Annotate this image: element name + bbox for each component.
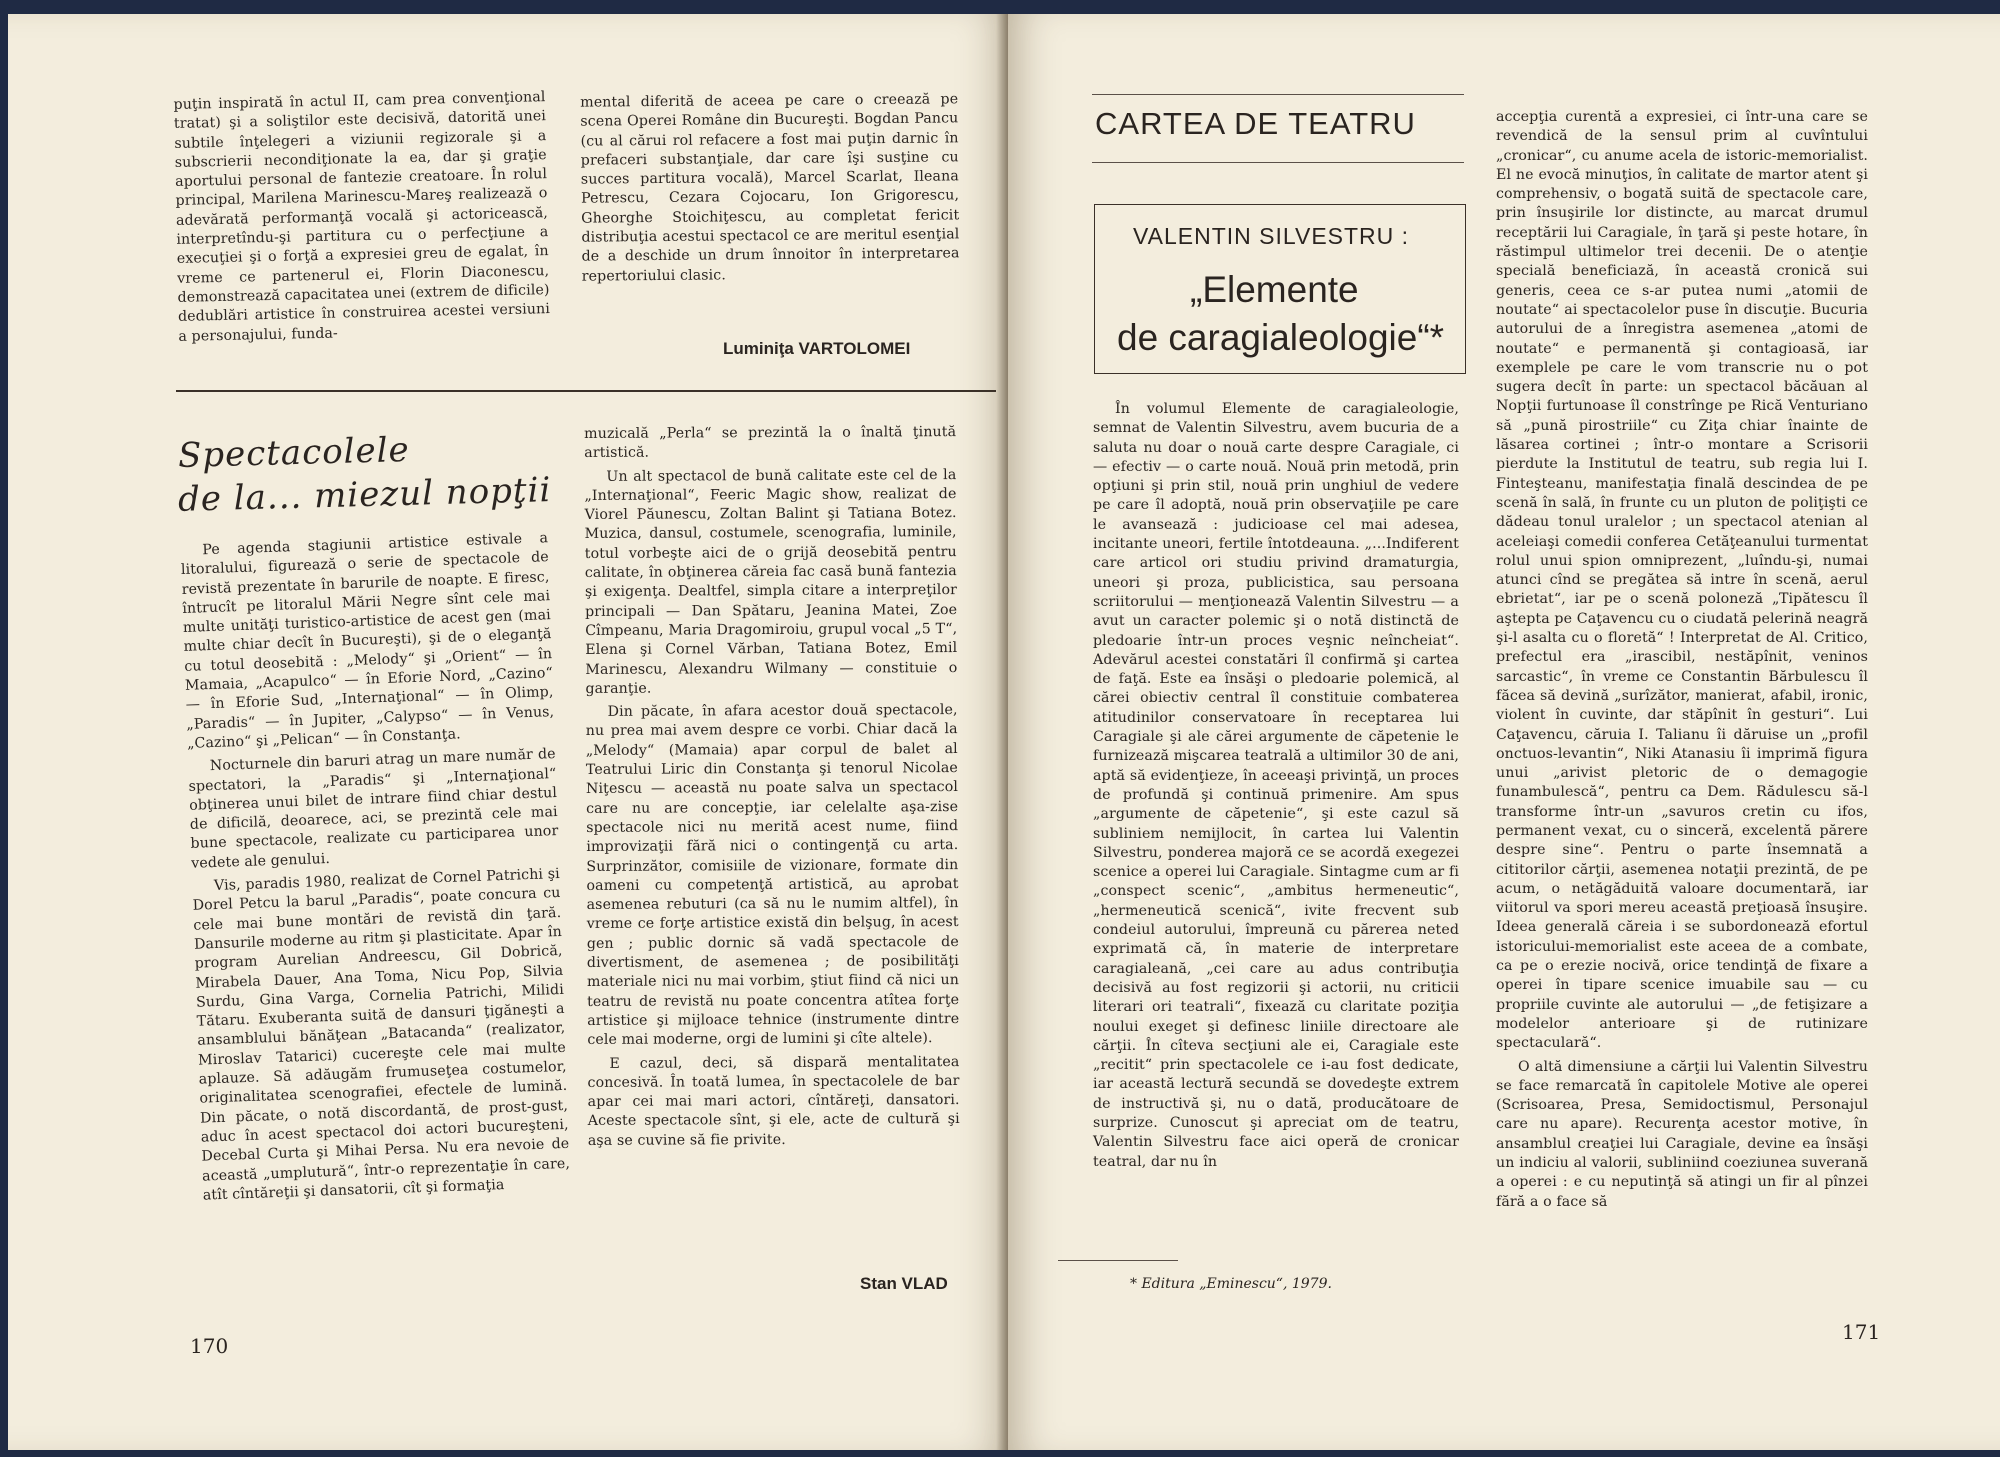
paragraph: Din păcate, în afara acestor două spectacole, nu prea mai avem despre ce vorbi. Chiar dacă la „Melody“ (Mamaia) apar corpul de balet al Teatrului Liric din Constanţa şi tenorul Nicolae Niţescu — această nu poate salva un spectacol care nu are concepţie, iar celelalte aşa-zise spectacole nici nu merită acest nume, fiind improvizaţii fără nici o contingenţă cu arta. Surprinzător, comisiile de vizionare, formate din oameni cu competenţă artistică, au aprobat asemenea rebuturi (ca să nu le numim altfel), în vreme ce forţe artistice există din belşug, în acest gen ; public dornic să vadă spectacole de divertisment, de asemenea ; de posibilităţi materiale nici nu mai vorbim, ştiut fiind că nici un teatru de revistă nu poate concentra atîtea forţe artistice şi mijloace tehnice (instrumente dintre cele mai moderne, orgi de lumini şi cîte altele). [585,702,960,1049]
footnote-rule [1058,1260,1178,1261]
paragraph: Un alt spectacol de bună calitate este cel de la „Internaţional“, Feeric Magic show, realizat de Viorel Păunescu, Zoltan Balint şi Tatiana Botez. Muzica, dansul, costumele, scenografia, luminile, totul vorbeşte aici de o grijă deosebită pentru calitate, în obţinerea căreia fac casă bună fantezia şi exigenţa. Dealtfel, simpla citare a interpreţilor principali — Dan Spătaru, Jeanina Matei, Zoe Cîmpeanu, Maria Dragomiroiu, grupul vocal „5 T“, Elena şi Cornel Vărban, Tatiana Botez, Emil Marinescu, Alexandru Wilmany — constituie o garanţie. [584,466,958,697]
paragraph: muzicală „Perla“ se prezintă la o înaltă ţinută artistică. [584,424,957,462]
section-rule-bottom [1092,162,1464,163]
book-title-line2: de caragialeologie“* [1117,317,1445,358]
paragraph: Nocturnele din baruri atrag un mare număr de spectatori, la „Paradis“ şi „Internaţional“ obţinerea unui bilet de intrare fiind chiar destul de dificilă, deoarece, aci, se prezintă cele mai bune spectacole, realizate cu participarea unor vedete ale genului. [188,746,559,872]
right-col1 [1093,400,1459,1176]
signature-vlad: Stan VLAD [860,1274,948,1293]
footnote: * Editura „Eminescu“, 1979. [1130,1276,1332,1292]
paragraph: E cazul, deci, să dispară mentalitatea concesivă. În toată lumea, în spectacolele de bar apar cei mai mari actori, cîntăreţi, dansatori. Aceste spectacole sînt, şi ele, acte de cultură şi aşa se cuvine să fie privite. [587,1053,960,1149]
paragraph: mental diferită de aceea pe care o creează pe scena Operei Române din Bucureşti. Bogdan Pancu (cu al cărui rol refacere a fost mai puţin darnic în prefaceri substanţiale, dar care îşi susţine cu succes partitura vocală), Marcel Scarlat, Ileana Petrescu, Cezara Cojocaru, Ion Grigorescu, Gheorghe Stoichiţescu, au completat fericit distribuţia acestui spectacol ce are meritul esenţial de a deschide un drum înnoitor în interpretarea repertoriului clasic. [580,91,960,285]
left-col1-article [180,529,571,1210]
right-page [1008,14,2000,1450]
paragraph: Pe agenda stagiunii artistice estivale a litoralului, figurează o serie de spectacole de revistă prezentate în barurile de noapte. E firesc, întrucît pe litoralul Mării Negre sînt cele mai multe unităţi turistico-artistice de acest gen (mai multe chiar decît în Bucureşti), şi de o eleganţă cu totul deosebită : „Melody“ şi „Orient“ — în Mamaia, „Acapulco“ — în Eforie Nord, „Cazino“ — în Eforie Sud, „Internaţional“ — în Olimp, „Paradis“ — în Jupiter, „Calypso“ — în Venus, „Cazino“ şi „Pelican“ — în Constanţa. [180,530,555,752]
signature-vartolomei: Luminiţa VARTOLOMEI [723,339,911,358]
article-heading-line2: de la... miezul nopţii [177,470,552,520]
paragraph: accepţia curentă a expresiei, ci într-una care se revendică de la sensul prim al cuvîntului „cronicar“, cu anume acela de istoric-memorialist. El ne evocă minuţios, în calitate de martor atent şi comprehensiv, o bogată suită de spectacole care, prin însuşirile lor distincte, au marcat drumul receptării lui Caragiale, în ţară şi peste hotare, în răstimpul ultimelor trei decenii. De o atenţie specială beneficiază, în această cronică sui generis, ceea ce s-ar putea numi „atomii de noutate“ ai spectacolelor puse în discuţie. Bucuria autorului de a înregistra asemenea „atomi de noutate“ e permanentă şi contagioasă, iar exemplele pe care le vom transcrie nu o pot sugera decît în parte: un spectacol băcăuan al Nopţii furtunoase îl constrînge pe Rică Venturiano să „pună pirostriile“ cu Ziţa chiar înainte de lăsarea cortinei ; într-o montare a Scrisorii pierdute la Institutul de teatru, sub regia lui I. Finteşteanu, manifestaţia finală descindea de pe scenă în sală, în frunte cu un pluton de poliţişti ce dădeau tonul uralelor ; un spectacol atenian al aceleiaşi comedii conferea Cetăţeanului turmentat rolul unui spion omniprezent, „luîndu-şi, numai atunci cînd se pregătea să intre în scenă, aerul ebrietat“, iar pe o scenă poloneză „Tipătescu îl aştepta pe Caţavencu cu o ciudată pelerină neagră şi-l asalta cu o floretă“ ! Interpretat de Al. Critico, prefectul era „irascibil, nestăpînit, veninos sarcastic“, în vreme ce Constantin Bărbulescu îl făcea să devină „surîzător, manierat, afabil, ironic, violent în cuvinte, dar stăpînit în gesturi“. Lui Caţavencu, căruia I. Talianu îi dăruise un „profil onctuos-levantin“, Niki Atanasiu îi imprimă figura unui „arivist pletoric de o demagogie funambulescă“, pentru ca Dem. Rădulescu să-l transforme într-un „savuros cretin cu ifos, permanent vexat, cu o sinceră, excelentă părere despre sine“. Pentru o parte însemnată a cititorilor cărţii, asemenea notaţii prezintă, de pe acum, o netăgăduită valoare documentară, iar viitorul va spori mereu această preţioasă însuşire. Ideea generală căreia i se subordonează efortul istoricului-memorialist este aceea de a combate, ca pe o erezie nocivă, orice tendinţă de fixare a operei în tipare scenice imuabile sau — cu propriile cuvinte ale autorului — „de fetişizare a modelelor anterioare şi de rutinizare spectaculară“. [1496,109,1868,1052]
page-number-left: 170 [190,1334,229,1358]
right-col2 [1496,108,1868,1216]
section-rule-top [1092,94,1464,95]
paragraph: O altă dimensiune a cărţii lui Valentin Silvestru se face remarcată în capitolele Motive ale operei (Scrisoarea, Presa, Semidoctismul, Personajul care nu apare). Recurenţa acestor motive, în ansamblul creaţiei lui Caragiale, devine ea însăşi un indiciu al valorii, subliniind coeziunea suverană a operei : e cu neputinţă să atingi un fir al pînzei fără a o face să [1496,1058,1868,1210]
divider [176,390,996,392]
page-number-right: 171 [1842,1320,1881,1344]
left-col2-article [584,423,960,1155]
article-heading-line1: Spectacolele [177,429,411,477]
author-name: VALENTIN SILVESTRU : [1133,223,1410,249]
left-col1-top [173,88,550,351]
left-page [8,14,1008,1450]
book-title-line1: „Elemente [1190,269,1359,310]
title-box [1094,204,1466,374]
paragraph: puţin inspirată în actul II, cam prea convenţional tratat) şi a soliştilor este decisivă, datorită unei subtile înţelegeri a viziunii regizorale şi a subscrierii necondiţionate la ea, dar şi graţie aportului personal de fantezie creatoare. În rolul principal, Marilena Marinescu-Mareş realizează o adevărată performanţă vocală şi actoricească, interpretîndu-şi partitura cu o perfecţiune a execuţiei şi o forţă a expresiei greu de egalat, în vreme ce partenerul ei, Florin Diaconescu, demonstrează capacitatea unei (extrem de dificile) dedublări artistice în construirea acestei versiuni a personajului, funda- [173,89,551,345]
left-col2-top [580,90,960,290]
paragraph: În volumul Elemente de caragialeologie, semnat de Valentin Silvestru, avem bucuria de a saluta nu doar o nouă carte despre Caragiale, ci — efectiv — o carte nouă. Nouă prin metodă, prin opţiuni şi prin stil, nouă prin unghiul de vedere pe care îl adoptă, nouă prin observaţiile pe care le avansează : judicioase cel mai adesea, incitante uneori, fertile întotdeauna. „...Indiferent care articol ori studiu privind dramaturgia, uneori şi proza, publicistica, sau persoana scriitorului — menţionează Valentin Silvestru — a avut un caracter polemic şi o notă distinctă de pledoarie într-un proces veşnic neîncheiat“. Adevărul acestei constatări îl confirmă şi cartea de faţă. Este ea însăşi o pledoarie polemică, al cărei obiectiv central îl constituie combaterea atitudinilor conservatoare în receptarea lui Caragiale şi ale cărei argumente de căpetenie le furnizează mişcarea teatrală a ultimilor 30 de ani, aptă să evidenţieze, în aceeaşi privinţă, un proces de profundă şi continuă primenire. Am spus „argumente de căpetenie“, şi este cazul să subliniem nemijlocit, în cartea lui Valentin Silvestru, ponderea majoră ce se acordă exegezei scenice a operei lui Caragiale. Sintagme cum ar fi „conspect scenic“, „ambitus hermeneutic“, „hermeneutică scenică“, ivite frecvent sub condeiul autorului, împreună cu părerea neted exprimată că, în materie de interpretare caragialeană, „cei care au adus contribuţia decisivă au fost regizorii şi actorii, nu criticii literari ori teatrali“, fixează cu claritate poziţia noului exeget şi definesc liniile directoare ale cărţii. În cîteva secţiuni ale ei, Caragiale este „recitit“ prin spectacolele ce i-au fost dedicate, iar această lectură secundă se dovedeşte extrem de instructivă şi, nu o dată, producătoare de surprize. Cunoscut şi apreciat om de teatru, Valentin Silvestru face aici operă de cronicar teatral, dar nu în [1093,401,1459,1170]
section-title: CARTEA DE TEATRU [1095,106,1416,141]
paragraph: Vis, paradis 1980, realizat de Cornel Patrichi şi Dorel Petcu la barul „Paradis“, poate concura cu cele mai bune montări de revistă din ţară. Dansurile moderne au ritm şi plasticitate. Apar în program Aurelian Andreescu, Gil Dobrică, Mirabela Dauer, Ana Toma, Nicu Pop, Silvia Surdu, Gina Varga, Cornelia Patrichi, Milidi Tătaru. Exuberanta suită de dansuri ţigăneşti a ansamblului bănăţean „Batacanda“ (realizator, Miroslav Tatarici) cucereşte cele mai multe aplauze. Să adăugăm frumuseţea costumelor, originalitatea scenografiei, efectele de lumină. Din păcate, o notă discordantă, de prost-gust, aduc în acest spectacol doi actori bucureşteni, Decebal Curta şi Mihai Persa. Nu era nevoie de această „umplutură“, într-o reprezentaţie în care, atît cîntăreţii şi dansatorii, cît şi formaţia [192,865,571,1204]
